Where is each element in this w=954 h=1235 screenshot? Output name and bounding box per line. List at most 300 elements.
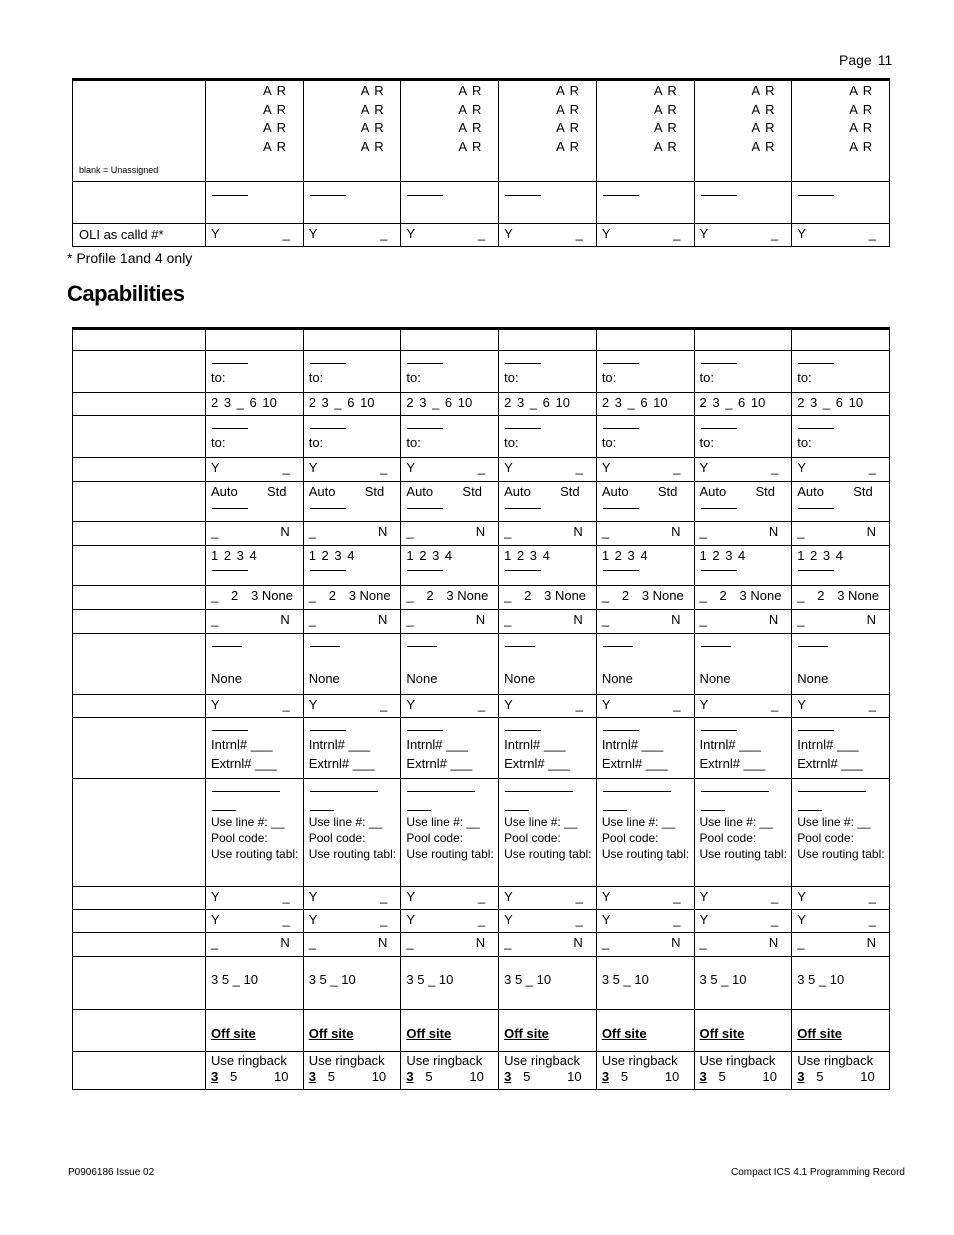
no-mark[interactable]: N — [866, 935, 876, 950]
use-line-number[interactable]: Use line #: __ — [406, 815, 480, 829]
blank-mark[interactable]: _ — [282, 889, 290, 904]
yes-mark[interactable]: Y — [406, 697, 416, 712]
assign-a-r[interactable]: A R — [849, 120, 874, 135]
blank-mark[interactable]: _ — [380, 889, 388, 904]
profile-cell[interactable] — [303, 610, 401, 634]
assign-a-r[interactable]: A R — [653, 138, 678, 154]
profile-cell[interactable] — [499, 458, 597, 482]
entry-line[interactable] — [407, 508, 443, 509]
yes-mark[interactable]: Y — [504, 889, 513, 904]
profile-cell[interactable] — [206, 416, 304, 458]
profile-cell[interactable] — [206, 610, 304, 634]
number-options[interactable]: 3 5 _ 10 — [699, 972, 747, 987]
profile-cell[interactable] — [303, 1010, 401, 1052]
profile-cell[interactable] — [694, 546, 792, 586]
entry-line[interactable] — [310, 810, 334, 811]
profile-cell[interactable] — [401, 182, 499, 224]
blank-mark[interactable]: _ — [699, 935, 707, 950]
three-none-options[interactable]: 3 None — [348, 588, 391, 603]
three-none-options[interactable]: 3 None — [446, 588, 489, 603]
profile-cell[interactable] — [303, 779, 401, 887]
number-options[interactable]: 1 2 3 4 — [211, 548, 257, 563]
number-options[interactable]: 3 5 _ 10 — [504, 972, 552, 987]
three-none-options[interactable]: 3 None — [251, 588, 293, 603]
entry-line[interactable] — [407, 730, 443, 731]
option-two[interactable]: 2 — [524, 588, 532, 603]
blank-mark[interactable]: _ — [380, 912, 388, 927]
no-mark[interactable]: N — [280, 612, 290, 627]
assign-a-r[interactable]: A R — [556, 101, 581, 117]
profile-cell[interactable] — [206, 329, 304, 351]
profile-cell[interactable] — [596, 887, 694, 910]
assign-a-r[interactable]: A R — [849, 138, 874, 154]
profile-cell[interactable] — [401, 416, 499, 458]
assign-a-r[interactable]: A R — [263, 120, 287, 135]
digit-options[interactable]: 2 3 _ 6 10 — [211, 395, 277, 410]
ringback-5[interactable]: 5 — [425, 1069, 433, 1084]
assign-a-r[interactable]: A R — [751, 120, 776, 135]
profile-cell[interactable] — [596, 1052, 694, 1090]
profile-cell[interactable] — [303, 933, 401, 957]
yes-mark[interactable]: Y — [504, 912, 513, 927]
std-option[interactable]: Std — [267, 484, 287, 499]
blank-mark[interactable]: _ — [477, 226, 486, 241]
no-mark[interactable]: N — [280, 935, 290, 950]
pool-code[interactable]: Pool code: — [308, 831, 366, 845]
profile-cell[interactable] — [694, 933, 792, 957]
pool-code[interactable]: Pool code: — [699, 831, 757, 845]
assign-a-r[interactable]: A R — [653, 101, 678, 117]
profile-cell[interactable] — [694, 393, 792, 416]
profile-cell[interactable] — [303, 695, 401, 718]
blank-mark[interactable]: _ — [308, 524, 316, 539]
use-routing-table[interactable]: Use routing tabl: — [601, 847, 690, 861]
profile-cell[interactable] — [792, 1010, 890, 1052]
internal-number[interactable]: Intrnl# ___ — [601, 737, 664, 752]
profile-cell[interactable] — [401, 393, 499, 416]
none-option[interactable]: None — [797, 671, 829, 686]
entry-line[interactable] — [505, 195, 541, 196]
three-none-options[interactable]: 3 None — [544, 588, 587, 603]
profile-cell[interactable] — [206, 718, 304, 779]
auto-option[interactable]: Auto — [601, 484, 629, 499]
no-mark[interactable]: N — [475, 612, 486, 627]
profile-cell[interactable] — [303, 887, 401, 910]
entry-line[interactable] — [701, 570, 737, 571]
entry-line[interactable] — [603, 508, 639, 509]
profile-cell[interactable] — [206, 351, 304, 393]
ringback-3[interactable]: 3 — [601, 1069, 610, 1084]
assign-a-r[interactable]: A R — [849, 101, 874, 117]
profile-cell[interactable] — [499, 610, 597, 634]
ringback-10[interactable]: 10 — [274, 1069, 289, 1084]
none-option[interactable]: None — [699, 671, 731, 686]
number-options[interactable]: 3 5 _ 10 — [308, 972, 356, 987]
number-options[interactable]: 1 2 3 4 — [504, 548, 550, 563]
pool-code[interactable]: Pool code: — [406, 831, 464, 845]
profile-cell[interactable] — [499, 546, 597, 586]
profile-cell[interactable] — [206, 1010, 304, 1052]
profile-cell[interactable] — [499, 957, 597, 1010]
blank-mark[interactable]: _ — [380, 226, 388, 241]
number-options[interactable]: 1 2 3 4 — [406, 548, 453, 563]
yes-mark[interactable]: Y — [308, 697, 318, 712]
entry-line[interactable] — [505, 791, 573, 792]
entry-line[interactable] — [603, 428, 639, 429]
yes-mark[interactable]: Y — [504, 226, 513, 241]
entry-line[interactable] — [310, 730, 346, 731]
profile-cell[interactable] — [596, 224, 694, 247]
external-number[interactable]: Extrnl# ___ — [406, 756, 473, 771]
no-mark[interactable]: N — [378, 524, 388, 539]
profile-cell[interactable] — [401, 695, 499, 718]
profile-cell[interactable] — [694, 695, 792, 718]
ringback-5[interactable]: 5 — [327, 1069, 335, 1084]
profile-cell[interactable] — [694, 887, 792, 910]
blank-mark[interactable]: _ — [797, 588, 805, 603]
profile-cell[interactable] — [596, 522, 694, 546]
profile-cell[interactable] — [206, 522, 304, 546]
assign-a-r[interactable]: A R — [360, 120, 385, 135]
yes-mark[interactable]: Y — [601, 226, 611, 241]
yes-mark[interactable]: Y — [406, 912, 416, 927]
three-none-options[interactable]: 3 None — [641, 588, 684, 603]
assign-a-r[interactable]: A R — [263, 101, 287, 117]
assign-a-r[interactable]: A R — [556, 120, 581, 135]
profile-cell[interactable] — [499, 586, 597, 610]
auto-option[interactable]: Auto — [308, 484, 336, 499]
no-mark[interactable]: N — [768, 935, 779, 950]
profile-cell[interactable] — [596, 610, 694, 634]
profile-cell[interactable] — [206, 182, 304, 224]
assign-a-r[interactable]: A R — [556, 83, 581, 98]
profile-cell[interactable] — [206, 933, 304, 957]
assign-a-r[interactable]: A R — [458, 83, 483, 98]
blank-mark[interactable]: _ — [504, 588, 512, 603]
entry-line[interactable] — [310, 195, 346, 196]
blank-mark[interactable]: _ — [477, 912, 486, 927]
no-mark[interactable]: N — [573, 935, 583, 950]
entry-line[interactable] — [798, 730, 834, 731]
use-routing-table[interactable]: Use routing tabl: — [308, 847, 397, 861]
entry-line[interactable] — [212, 730, 248, 731]
profile-cell[interactable] — [401, 1052, 499, 1090]
profile-cell[interactable] — [499, 933, 597, 957]
ringback-5[interactable]: 5 — [620, 1069, 629, 1084]
yes-mark[interactable]: Y — [797, 912, 806, 927]
option-two[interactable]: 2 — [719, 588, 727, 603]
profile-cell[interactable] — [694, 182, 792, 224]
std-option[interactable]: Std — [755, 484, 776, 499]
yes-mark[interactable]: Y — [601, 912, 611, 927]
entry-line[interactable] — [505, 730, 541, 731]
blank-mark[interactable]: _ — [308, 612, 316, 627]
profile-cell[interactable] — [303, 393, 401, 416]
ringback-10[interactable]: 10 — [860, 1069, 875, 1084]
ringback-5[interactable]: 5 — [230, 1069, 238, 1084]
profile-cell[interactable] — [499, 182, 597, 224]
blank-mark[interactable]: _ — [699, 524, 707, 539]
blank-mark[interactable]: _ — [477, 460, 486, 475]
blank-mark[interactable]: _ — [601, 612, 610, 627]
no-mark[interactable]: N — [475, 524, 486, 539]
ringback-3[interactable]: 3 — [699, 1069, 707, 1084]
digit-options[interactable]: 2 3 _ 6 10 — [601, 395, 668, 410]
entry-line[interactable] — [701, 195, 737, 196]
blank-mark[interactable]: _ — [770, 697, 779, 712]
number-options[interactable]: 1 2 3 4 — [699, 548, 746, 563]
number-options[interactable]: 1 2 3 4 — [308, 548, 355, 563]
no-mark[interactable]: N — [671, 612, 681, 627]
entry-line[interactable] — [407, 791, 475, 792]
pool-code[interactable]: Pool code: — [211, 831, 268, 845]
blank-mark[interactable]: _ — [477, 697, 486, 712]
profile-cell[interactable] — [206, 695, 304, 718]
blank-mark[interactable]: _ — [211, 524, 219, 539]
profile-cell[interactable] — [401, 546, 499, 586]
profile-cell[interactable] — [303, 329, 401, 351]
option-two[interactable]: 2 — [426, 588, 434, 603]
profile-cell[interactable] — [303, 482, 401, 522]
profile-cell[interactable] — [694, 416, 792, 458]
yes-mark[interactable]: Y — [699, 697, 709, 712]
yes-mark[interactable]: Y — [797, 460, 806, 475]
profile-cell[interactable] — [596, 933, 694, 957]
profile-cell[interactable] — [401, 957, 499, 1010]
external-number[interactable]: Extrnl# ___ — [211, 756, 277, 771]
entry-line[interactable] — [310, 508, 346, 509]
profile-cell[interactable] — [499, 1052, 597, 1090]
use-line-number[interactable]: Use line #: __ — [308, 815, 383, 829]
entry-line[interactable] — [212, 646, 242, 647]
profile-cell[interactable] — [694, 1052, 792, 1090]
profile-cell[interactable] — [596, 779, 694, 887]
auto-option[interactable]: Auto — [211, 484, 238, 499]
yes-mark[interactable]: Y — [211, 912, 220, 927]
assign-a-r[interactable]: A R — [458, 138, 483, 154]
blank-mark[interactable]: _ — [504, 612, 512, 627]
profile-cell[interactable] — [303, 586, 401, 610]
use-routing-table[interactable]: Use routing tabl: — [797, 847, 885, 861]
profile-cell[interactable] — [694, 224, 792, 247]
profile-cell[interactable] — [694, 586, 792, 610]
yes-mark[interactable]: Y — [699, 912, 709, 927]
number-options[interactable]: 1 2 3 4 — [601, 548, 648, 563]
internal-number[interactable]: Intrnl# ___ — [211, 737, 273, 752]
option-two[interactable]: 2 — [231, 588, 239, 603]
entry-line[interactable] — [603, 730, 639, 731]
blank-mark[interactable]: _ — [211, 935, 219, 950]
assign-a-r[interactable]: A R — [653, 120, 678, 135]
profile-cell[interactable] — [303, 718, 401, 779]
entry-line[interactable] — [212, 791, 280, 792]
entry-line[interactable] — [505, 646, 535, 647]
ringback-5[interactable]: 5 — [718, 1069, 726, 1084]
profile-cell[interactable] — [792, 1052, 890, 1090]
assign-a-r[interactable]: A R — [263, 138, 287, 154]
ringback-10[interactable]: 10 — [762, 1069, 777, 1084]
profile-cell[interactable] — [401, 224, 499, 247]
profile-cell[interactable] — [401, 351, 499, 393]
blank-mark[interactable]: _ — [211, 588, 219, 603]
profile-cell[interactable] — [596, 329, 694, 351]
entry-line[interactable] — [212, 195, 248, 196]
profile-cell[interactable] — [303, 416, 401, 458]
yes-mark[interactable]: Y — [504, 697, 513, 712]
profile-cell[interactable] — [694, 329, 792, 351]
profile-cell[interactable] — [303, 634, 401, 695]
no-mark[interactable]: N — [280, 524, 290, 539]
profile-cell[interactable] — [792, 329, 890, 351]
blank-mark[interactable]: _ — [770, 460, 779, 475]
blank-mark[interactable]: _ — [282, 912, 290, 927]
digit-options[interactable]: 2 3 _ 6 10 — [797, 395, 864, 410]
profile-cell[interactable] — [694, 718, 792, 779]
yes-mark[interactable]: Y — [406, 460, 416, 475]
entry-line[interactable] — [505, 363, 541, 364]
digit-options[interactable]: 2 3 _ 6 10 — [504, 395, 570, 410]
no-mark[interactable]: N — [475, 935, 486, 950]
internal-number[interactable]: Intrnl# ___ — [504, 737, 566, 752]
external-number[interactable]: Extrnl# ___ — [699, 756, 766, 771]
profile-cell[interactable] — [792, 393, 890, 416]
external-number[interactable]: Extrnl# ___ — [504, 756, 570, 771]
profile-cell[interactable] — [596, 910, 694, 933]
profile-cell[interactable] — [792, 182, 890, 224]
profile-cell[interactable] — [792, 779, 890, 887]
profile-cell[interactable] — [596, 416, 694, 458]
profile-cell[interactable] — [694, 610, 792, 634]
profile-cell[interactable] — [401, 610, 499, 634]
entry-line[interactable] — [505, 508, 541, 509]
profile-cell[interactable] — [206, 910, 304, 933]
profile-cell[interactable] — [401, 586, 499, 610]
auto-option[interactable]: Auto — [406, 484, 434, 499]
profile-cell[interactable] — [792, 80, 890, 182]
profile-cell[interactable] — [792, 351, 890, 393]
profile-cell[interactable] — [206, 634, 304, 695]
ringback-3[interactable]: 3 — [504, 1069, 512, 1084]
number-options[interactable]: 3 5 _ 10 — [601, 972, 649, 987]
use-routing-table[interactable]: Use routing tabl: — [699, 847, 787, 861]
blank-mark[interactable]: _ — [575, 460, 583, 475]
profile-cell[interactable] — [792, 224, 890, 247]
internal-number[interactable]: Intrnl# ___ — [797, 737, 859, 752]
blank-mark[interactable]: _ — [504, 524, 512, 539]
blank-mark[interactable]: _ — [797, 524, 805, 539]
yes-mark[interactable]: Y — [601, 460, 611, 475]
profile-cell[interactable] — [206, 458, 304, 482]
entry-line[interactable] — [701, 508, 737, 509]
profile-cell[interactable] — [206, 779, 304, 887]
entry-line[interactable] — [701, 791, 769, 792]
entry-line[interactable] — [310, 570, 346, 571]
blank-mark[interactable]: _ — [406, 612, 414, 627]
profile-cell[interactable] — [401, 910, 499, 933]
digit-options[interactable]: 2 3 _ 6 10 — [308, 395, 375, 410]
profile-cell[interactable] — [792, 634, 890, 695]
blank-mark[interactable]: _ — [601, 524, 610, 539]
blank-mark[interactable]: _ — [575, 697, 583, 712]
blank-mark[interactable]: _ — [575, 226, 583, 241]
profile-cell[interactable] — [499, 351, 597, 393]
profile-cell[interactable] — [596, 80, 694, 182]
ringback-3[interactable]: 3 — [211, 1069, 219, 1084]
profile-cell[interactable] — [596, 458, 694, 482]
profile-cell[interactable] — [694, 910, 792, 933]
yes-mark[interactable]: Y — [699, 889, 709, 904]
auto-option[interactable]: Auto — [699, 484, 727, 499]
option-two[interactable]: 2 — [328, 588, 336, 603]
assign-a-r[interactable]: A R — [458, 101, 483, 117]
assign-a-r[interactable]: A R — [458, 120, 483, 135]
entry-line[interactable] — [310, 791, 378, 792]
entry-line[interactable] — [603, 646, 633, 647]
profile-cell[interactable] — [206, 887, 304, 910]
yes-mark[interactable]: Y — [211, 460, 220, 475]
blank-mark[interactable]: _ — [477, 889, 486, 904]
no-mark[interactable]: N — [671, 524, 681, 539]
profile-cell[interactable] — [499, 522, 597, 546]
profile-cell[interactable] — [206, 957, 304, 1010]
entry-line[interactable] — [603, 570, 639, 571]
entry-line[interactable] — [701, 428, 737, 429]
profile-cell[interactable] — [694, 1010, 792, 1052]
no-mark[interactable]: N — [671, 935, 681, 950]
profile-cell[interactable] — [499, 393, 597, 416]
profile-cell[interactable] — [792, 887, 890, 910]
external-number[interactable]: Extrnl# ___ — [797, 756, 863, 771]
entry-line[interactable] — [603, 363, 639, 364]
auto-option[interactable]: Auto — [797, 484, 824, 499]
assign-a-r[interactable]: A R — [751, 101, 776, 117]
blank-mark[interactable]: _ — [868, 912, 876, 927]
no-mark[interactable]: N — [866, 612, 876, 627]
profile-cell[interactable] — [206, 224, 304, 247]
entry-line[interactable] — [212, 810, 236, 811]
profile-cell[interactable] — [401, 1010, 499, 1052]
profile-cell[interactable] — [206, 586, 304, 610]
entry-line[interactable] — [407, 428, 443, 429]
blank-mark[interactable]: _ — [575, 912, 583, 927]
ringback-3[interactable]: 3 — [308, 1069, 316, 1084]
entry-line[interactable] — [310, 646, 340, 647]
no-mark[interactable]: N — [573, 524, 583, 539]
assign-a-r[interactable]: A R — [653, 83, 678, 98]
blank-mark[interactable]: _ — [308, 935, 316, 950]
yes-mark[interactable]: Y — [308, 889, 318, 904]
number-options[interactable]: 3 5 _ 10 — [797, 972, 845, 987]
profile-cell[interactable] — [401, 718, 499, 779]
profile-cell[interactable] — [303, 910, 401, 933]
profile-cell[interactable] — [499, 887, 597, 910]
profile-cell[interactable] — [596, 482, 694, 522]
profile-cell[interactable] — [499, 779, 597, 887]
blank-mark[interactable]: _ — [211, 612, 219, 627]
use-line-number[interactable]: Use line #: __ — [797, 815, 871, 829]
profile-cell[interactable] — [206, 1052, 304, 1090]
none-option[interactable]: None — [211, 671, 243, 686]
profile-cell[interactable] — [401, 933, 499, 957]
profile-cell[interactable] — [401, 80, 499, 182]
profile-cell[interactable] — [792, 546, 890, 586]
assign-a-r[interactable]: A R — [751, 138, 776, 154]
entry-line[interactable] — [407, 195, 443, 196]
yes-mark[interactable]: Y — [797, 889, 806, 904]
no-mark[interactable]: N — [378, 612, 388, 627]
use-line-number[interactable]: Use line #: __ — [211, 815, 285, 829]
entry-line[interactable] — [603, 791, 671, 792]
